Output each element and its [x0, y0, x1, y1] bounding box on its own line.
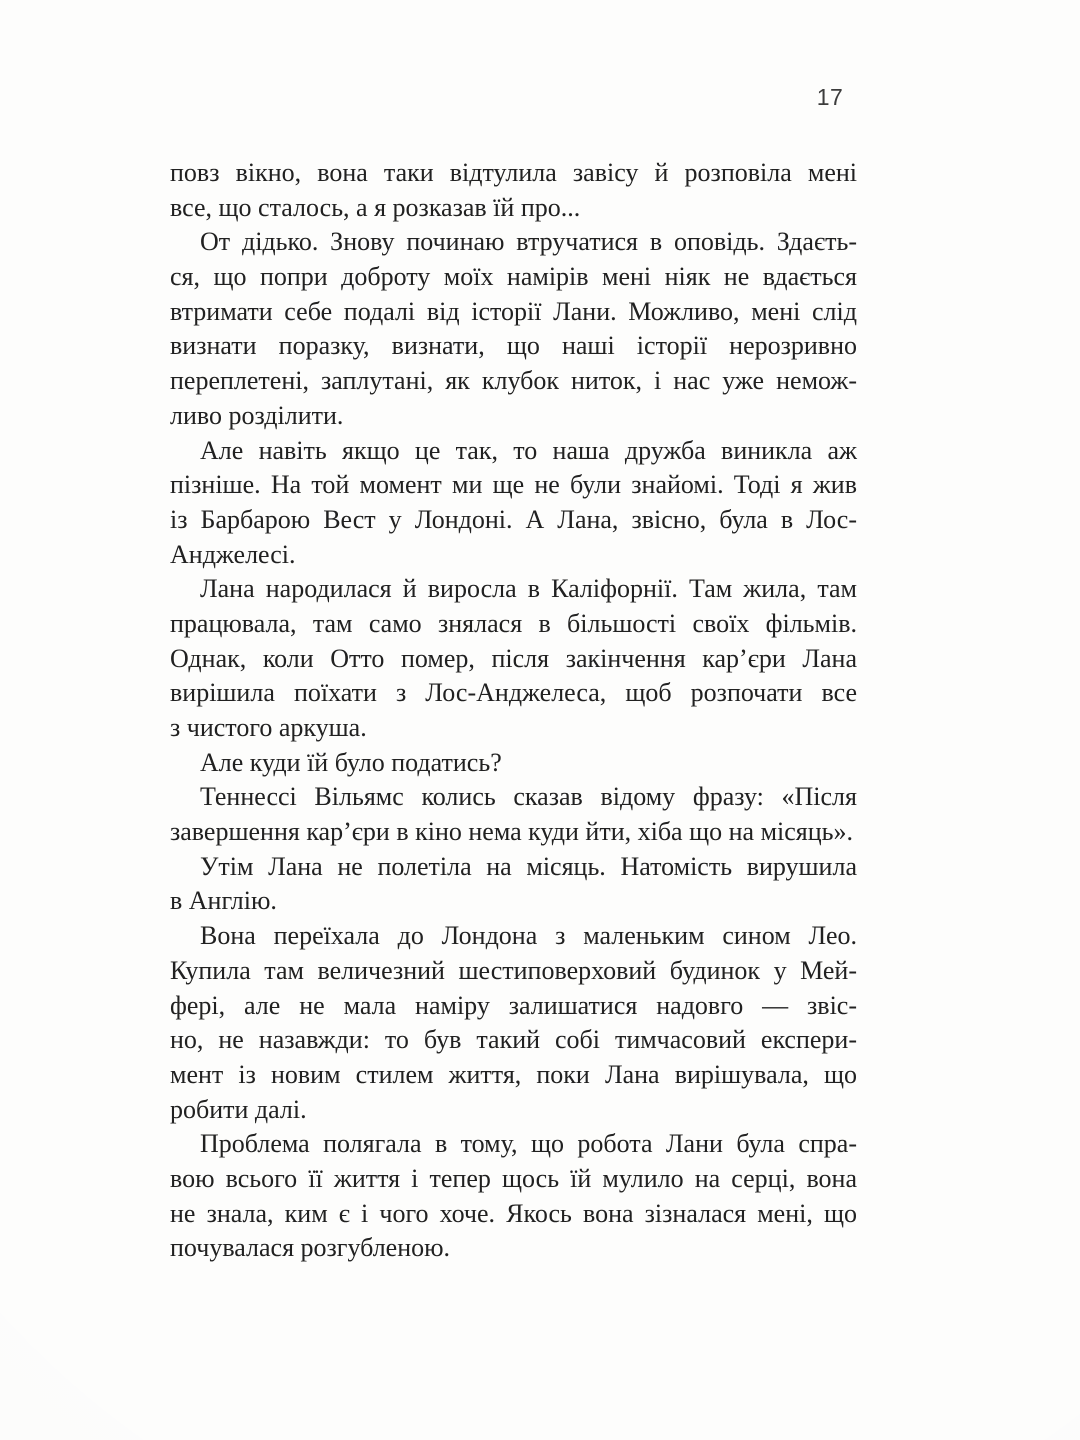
paragraph — [170, 1127, 857, 1266]
text-line: робити далі. — [170, 1094, 307, 1124]
text-line: Проблема полягала в тому, що робота Лани була спра- — [200, 1129, 857, 1159]
text-line: працювала, там само знялася в більшості своїх фільмів. — [170, 608, 857, 638]
paragraph — [170, 919, 857, 1127]
text-line: вою всього її життя і тепер щось їй мулило на серці, вона — [170, 1163, 857, 1193]
text-line: вирішила поїхати з Лос-Анджелеса, щоб розпочати все — [170, 678, 857, 708]
text-line: завершення кар’єри в кіно нема куди йти, хіба що на місяць». — [170, 817, 854, 847]
text-line: все, що сталось, а я розказав їй про... — [170, 192, 581, 222]
text-line: фері, але не мала наміру залишатися надовго — звіс- — [170, 990, 857, 1020]
text-line: Однак, коли Отто помер, після закінчення кар’єри Лана — [170, 643, 857, 673]
text-line: Утім Лана не полетіла на місяць. Натомість вирушила — [200, 851, 857, 881]
text-line: повз вікно, вона таки відтулила завісу й розповіла мені — [170, 158, 857, 187]
paragraph — [170, 572, 857, 745]
text-line: От дідько. Знову починаю втручатися в оповідь. Здаєть- — [200, 227, 857, 257]
text-line: мент із новим стилем життя, поки Лана вирішувала, що — [170, 1059, 857, 1089]
paragraph — [170, 780, 857, 849]
text-line: із Барбарою Вест у Лондоні. А Лана, звісно, була в Лос- — [170, 504, 857, 534]
text-line: но, не назавжди: то був такий собі тимчасовий експери- — [170, 1025, 857, 1055]
text-line: в Англію. — [170, 886, 277, 916]
text-line: не знала, ким є і чого хоче. Якось вона зізналася мені, що — [170, 1198, 857, 1228]
text-line: Теннессі Вільямс колись сказав відому фразу: «Після — [200, 782, 857, 812]
paragraph — [170, 156, 857, 225]
text-line: Анджелесі. — [170, 539, 296, 569]
text-line: ся, що попри доброту моїх намірів мені ніяк не вдається — [170, 262, 857, 292]
paragraph — [170, 225, 857, 433]
text-line: втримати себе подалі від історії Лани. Можливо, мені слід — [170, 296, 857, 326]
paragraph — [170, 434, 857, 573]
text-line: переплетені, заплутані, як клубок ниток, і нас уже немож- — [170, 366, 857, 396]
text-line: з чистого аркуша. — [170, 713, 367, 742]
text-line: ливо розділити. — [170, 400, 344, 430]
text-line: Але куди їй було податись? — [200, 747, 502, 777]
paragraph — [170, 850, 857, 919]
text-line: Лана народилася й виросла в Каліфорнії. Там жила, там — [200, 574, 857, 604]
text-block — [170, 156, 857, 1266]
text-line: Але навіть якщо це так, то наша дружба виникла аж — [200, 435, 857, 465]
text-line: Купила там величезний шестиповерховий будинок у Мей- — [170, 955, 857, 985]
text-line: визнати поразку, визнати, що наші історії нерозривно — [170, 331, 857, 361]
text-line: пізніше. На той момент ми ще не були знайомі. Тоді я жив — [170, 470, 857, 500]
text-line: почувалася розгубленою. — [170, 1233, 451, 1263]
page-number: 17 — [816, 84, 844, 110]
text-line: Вона переїхала до Лондона з маленьким сином Лео. — [200, 921, 857, 951]
paragraph — [170, 746, 857, 781]
